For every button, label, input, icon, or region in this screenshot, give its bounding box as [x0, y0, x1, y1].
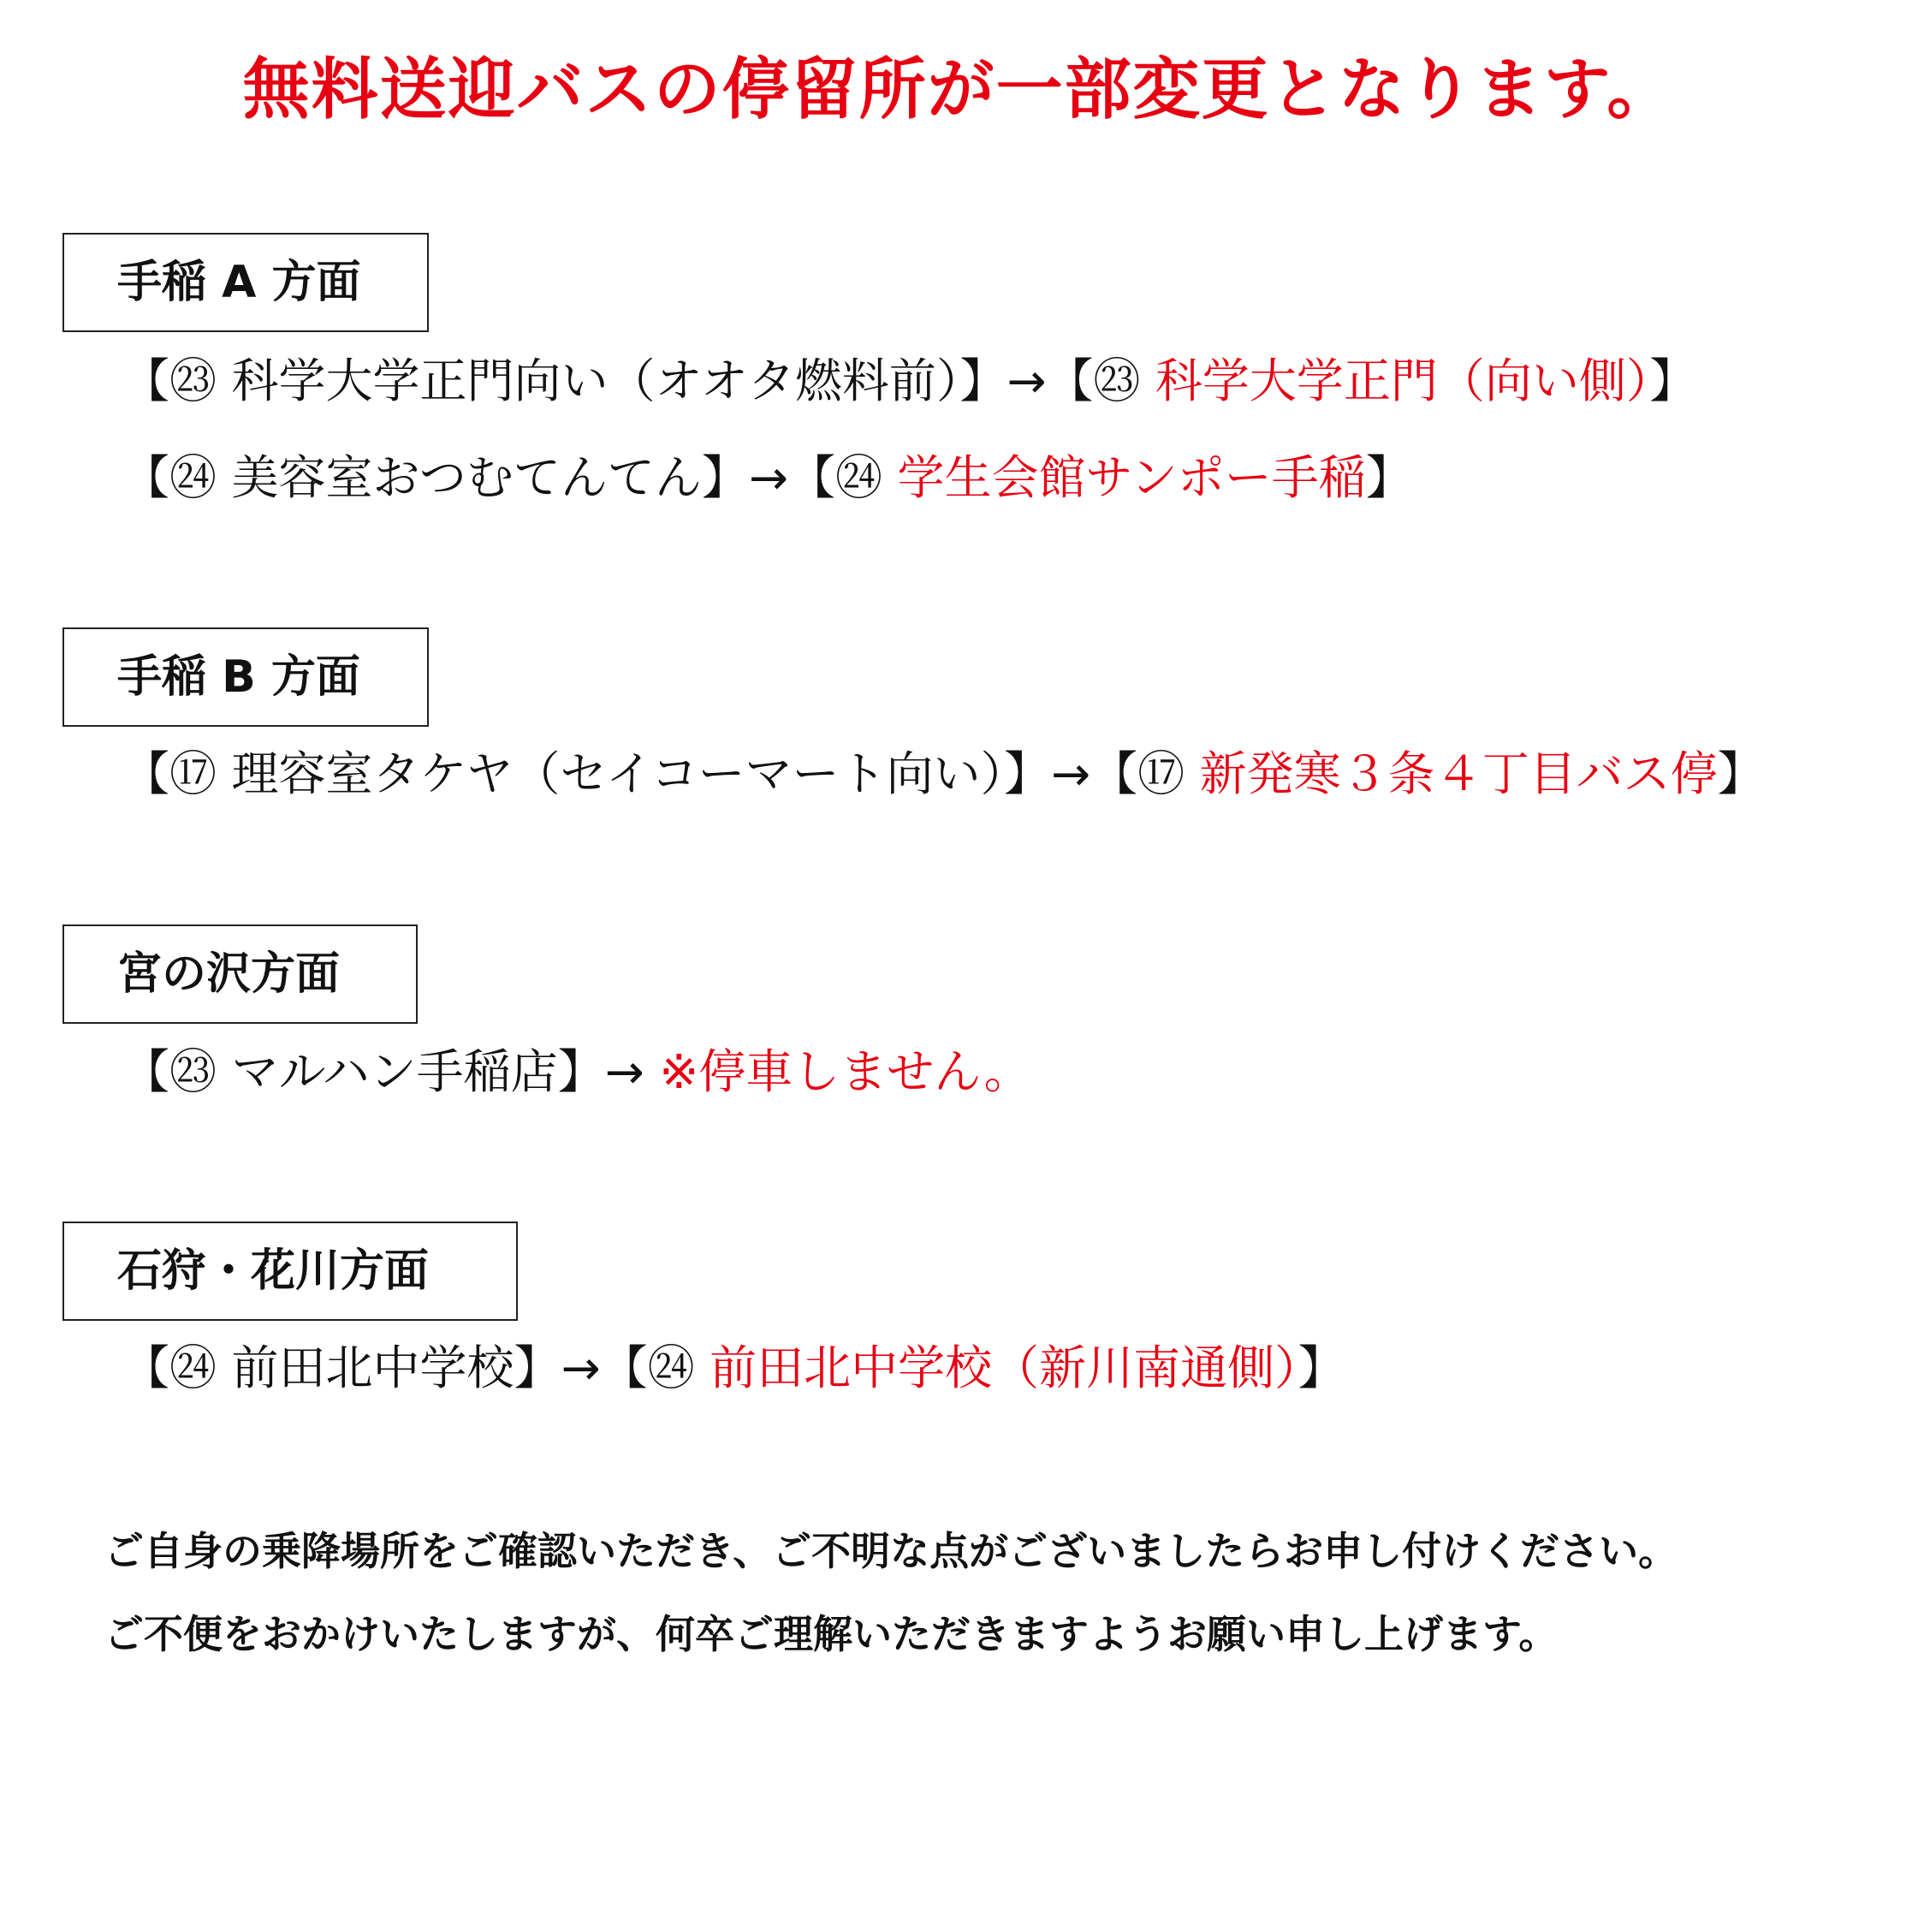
route-from: 【⑰ 理容室タケヤ（セイコーマート向い）】→【⑰ [122, 746, 1200, 801]
route-from: 【㉔ 美容室おつむてんてん】→【㉔ [122, 450, 898, 505]
section-heading-teine-b: 手稲 B 方面 [62, 627, 429, 727]
route-from: 【㉓ 科学大学正門向い（オオタ燃料前）】→【㉓ [122, 354, 1155, 408]
section-heading-ishikari-hanakawa: 石狩・花川方面 [62, 1222, 518, 1321]
route-new-stop: ※停車しません。 [659, 1044, 1031, 1099]
route-line [122, 347, 1696, 415]
section-heading-teine-a: 手稲 A 方面 [62, 233, 429, 332]
route-new-stop: 科学大学正門（向い側） [1155, 354, 1650, 408]
note-line: ご自身の乗降場所をご確認いただき、ご不明な点がございましたらお申し付けください。 [104, 1528, 1678, 1574]
route-new-stop: 新発寒３条４丁目バス停 [1199, 746, 1718, 801]
route-end: 】 [1365, 450, 1413, 505]
route-line [122, 443, 1413, 512]
route-line [122, 740, 1765, 808]
page-title: 無料送迎バスの停留所が一部変更となります。 [242, 51, 1676, 128]
route-end: 】 [1297, 1341, 1345, 1395]
route-new-stop: 学生会館サンポー手稲 [897, 450, 1366, 505]
route-from: 【㉓ マルハン手稲店】→ [122, 1044, 660, 1099]
section-heading-miyanosawa: 宮の沢方面 [62, 924, 418, 1024]
route-line [122, 1334, 1345, 1402]
route-end: 】 [1649, 354, 1697, 408]
note-line: ご不便をおかけいたしますが、何卒ご理解いただきますようお願い申し上げます。 [104, 1611, 1559, 1657]
route-new-stop: 前田北中学校（新川南通側） [710, 1341, 1298, 1395]
route-from: 【㉔ 前田北中学校】→【㉔ [122, 1341, 710, 1395]
route-end: 】 [1717, 746, 1765, 801]
route-line [122, 1037, 1031, 1106]
